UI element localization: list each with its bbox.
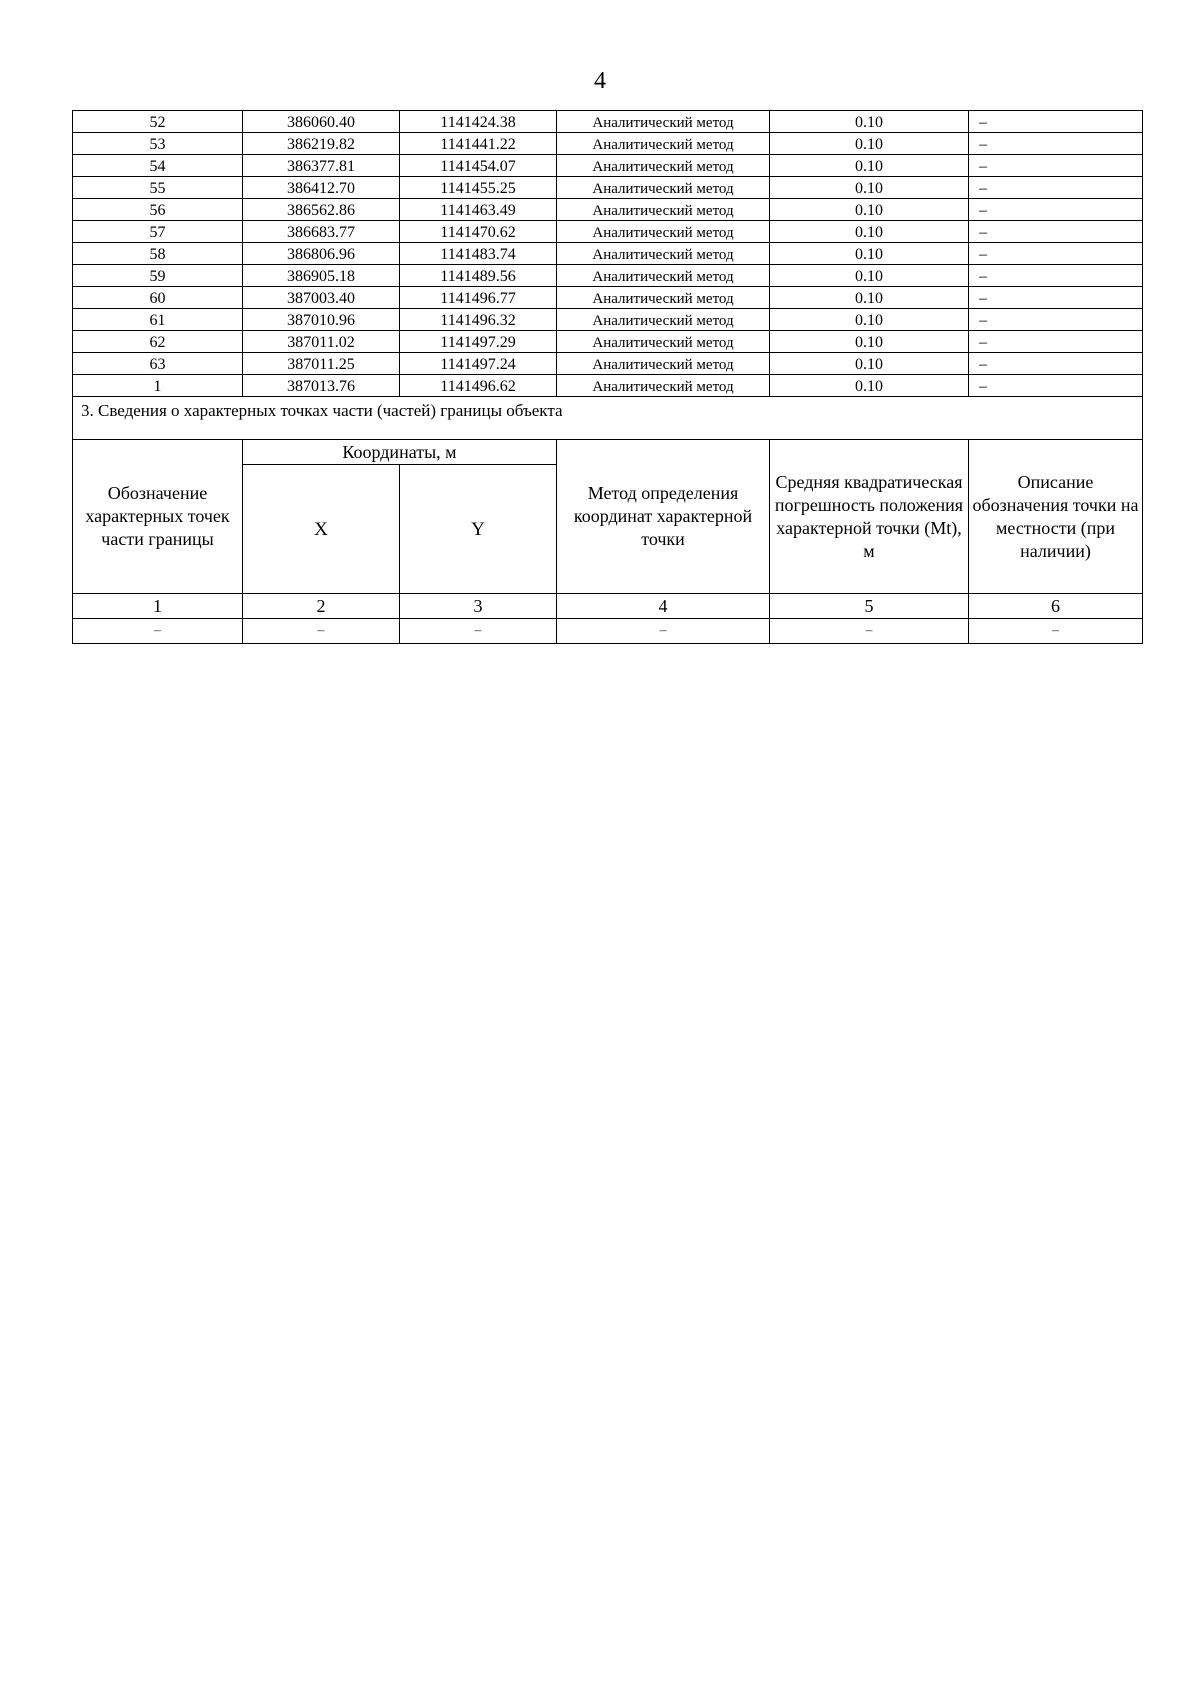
- point-id-cell: 1: [73, 375, 243, 397]
- coord-x-cell: 386806.96: [243, 243, 400, 265]
- column-number: 1: [73, 594, 243, 619]
- column-number: 4: [557, 594, 770, 619]
- header-x: X: [243, 465, 400, 594]
- description-cell: –: [969, 375, 1143, 397]
- description-cell: –: [969, 133, 1143, 155]
- table-row: [73, 353, 1143, 375]
- coord-x-cell: 386060.40: [243, 111, 400, 133]
- empty-row: [73, 619, 1143, 644]
- point-id-cell: 55: [73, 177, 243, 199]
- error-cell: 0.10: [770, 375, 969, 397]
- coord-y-cell: 1141454.07: [400, 155, 557, 177]
- empty-cell: –: [557, 619, 770, 644]
- table-row: [73, 243, 1143, 265]
- empty-cell: –: [73, 619, 243, 644]
- coord-y-cell: 1141497.29: [400, 331, 557, 353]
- method-cell: Аналитический метод: [557, 287, 770, 309]
- method-cell: Аналитический метод: [557, 375, 770, 397]
- description-cell: –: [969, 199, 1143, 221]
- method-cell: Аналитический метод: [557, 133, 770, 155]
- error-cell: 0.10: [770, 353, 969, 375]
- point-id-cell: 62: [73, 331, 243, 353]
- error-cell: 0.10: [770, 199, 969, 221]
- column-number: 6: [969, 594, 1143, 619]
- coord-x-cell: 387011.25: [243, 353, 400, 375]
- description-cell: –: [969, 155, 1143, 177]
- method-cell: Аналитический метод: [557, 177, 770, 199]
- coord-y-cell: 1141441.22: [400, 133, 557, 155]
- description-cell: –: [969, 243, 1143, 265]
- error-cell: 0.10: [770, 265, 969, 287]
- coord-x-cell: 386562.86: [243, 199, 400, 221]
- coord-y-cell: 1141455.25: [400, 177, 557, 199]
- header-designation: Обозначение характерных точек части границы: [73, 440, 243, 594]
- point-id-cell: 60: [73, 287, 243, 309]
- header-method: Метод определения координат характерной точки: [557, 440, 770, 594]
- coord-y-cell: 1141496.62: [400, 375, 557, 397]
- description-cell: –: [969, 353, 1143, 375]
- header-description: Описание обозначения точки на местности (при наличии): [969, 440, 1143, 594]
- error-cell: 0.10: [770, 221, 969, 243]
- table-row: [73, 375, 1143, 397]
- header-error: Средняя квадратическая погрешность положения характерной точки (Mt), м: [770, 440, 969, 594]
- method-cell: Аналитический метод: [557, 155, 770, 177]
- point-id-cell: 52: [73, 111, 243, 133]
- coord-x-cell: 386377.81: [243, 155, 400, 177]
- coord-y-cell: 1141496.32: [400, 309, 557, 331]
- coordinates-table: [72, 110, 1143, 644]
- method-cell: Аналитический метод: [557, 199, 770, 221]
- point-id-cell: 54: [73, 155, 243, 177]
- coord-y-cell: 1141470.62: [400, 221, 557, 243]
- column-number: 3: [400, 594, 557, 619]
- table-row: [73, 331, 1143, 353]
- header-coordinates: Координаты, м: [243, 440, 557, 465]
- empty-cell: –: [969, 619, 1143, 644]
- coord-x-cell: 387010.96: [243, 309, 400, 331]
- coord-x-cell: 386905.18: [243, 265, 400, 287]
- page-number: 4: [594, 68, 606, 94]
- point-id-cell: 58: [73, 243, 243, 265]
- table-row: [73, 177, 1143, 199]
- column-number-row: [73, 594, 1143, 619]
- table-row: [73, 309, 1143, 331]
- method-cell: Аналитический метод: [557, 265, 770, 287]
- coord-x-cell: 387013.76: [243, 375, 400, 397]
- method-cell: Аналитический метод: [557, 331, 770, 353]
- coord-y-cell: 1141483.74: [400, 243, 557, 265]
- table-row: [73, 133, 1143, 155]
- point-id-cell: 53: [73, 133, 243, 155]
- table-row: [73, 265, 1143, 287]
- table-row: [73, 111, 1143, 133]
- empty-cell: –: [243, 619, 400, 644]
- error-cell: 0.10: [770, 155, 969, 177]
- section3-title: 3. Сведения о характерных точках части (частей) границы объекта: [73, 397, 1143, 440]
- coord-y-cell: 1141496.77: [400, 287, 557, 309]
- description-cell: –: [969, 111, 1143, 133]
- description-cell: –: [969, 287, 1143, 309]
- method-cell: Аналитический метод: [557, 353, 770, 375]
- error-cell: 0.10: [770, 243, 969, 265]
- column-number: 2: [243, 594, 400, 619]
- description-cell: –: [969, 331, 1143, 353]
- description-cell: –: [969, 309, 1143, 331]
- error-cell: 0.10: [770, 309, 969, 331]
- error-cell: 0.10: [770, 331, 969, 353]
- empty-cell: –: [770, 619, 969, 644]
- coord-x-cell: 386412.70: [243, 177, 400, 199]
- point-id-cell: 56: [73, 199, 243, 221]
- table-row: [73, 287, 1143, 309]
- coord-x-cell: 386219.82: [243, 133, 400, 155]
- point-id-cell: 63: [73, 353, 243, 375]
- coord-y-cell: 1141424.38: [400, 111, 557, 133]
- coord-y-cell: 1141489.56: [400, 265, 557, 287]
- section3-block: [73, 397, 1143, 644]
- error-cell: 0.10: [770, 287, 969, 309]
- coord-x-cell: 387003.40: [243, 287, 400, 309]
- error-cell: 0.10: [770, 133, 969, 155]
- method-cell: Аналитический метод: [557, 111, 770, 133]
- coord-x-cell: 387011.02: [243, 331, 400, 353]
- table-row: [73, 155, 1143, 177]
- method-cell: Аналитический метод: [557, 221, 770, 243]
- method-cell: Аналитический метод: [557, 243, 770, 265]
- coord-y-cell: 1141497.24: [400, 353, 557, 375]
- empty-cell: –: [400, 619, 557, 644]
- column-number: 5: [770, 594, 969, 619]
- points-table-body: [73, 111, 1143, 397]
- coord-x-cell: 386683.77: [243, 221, 400, 243]
- point-id-cell: 57: [73, 221, 243, 243]
- table-row: [73, 221, 1143, 243]
- error-cell: 0.10: [770, 177, 969, 199]
- header-y: Y: [400, 465, 557, 594]
- error-cell: 0.10: [770, 111, 969, 133]
- description-cell: –: [969, 221, 1143, 243]
- description-cell: –: [969, 177, 1143, 199]
- description-cell: –: [969, 265, 1143, 287]
- table-row: [73, 199, 1143, 221]
- coord-y-cell: 1141463.49: [400, 199, 557, 221]
- point-id-cell: 59: [73, 265, 243, 287]
- method-cell: Аналитический метод: [557, 309, 770, 331]
- point-id-cell: 61: [73, 309, 243, 331]
